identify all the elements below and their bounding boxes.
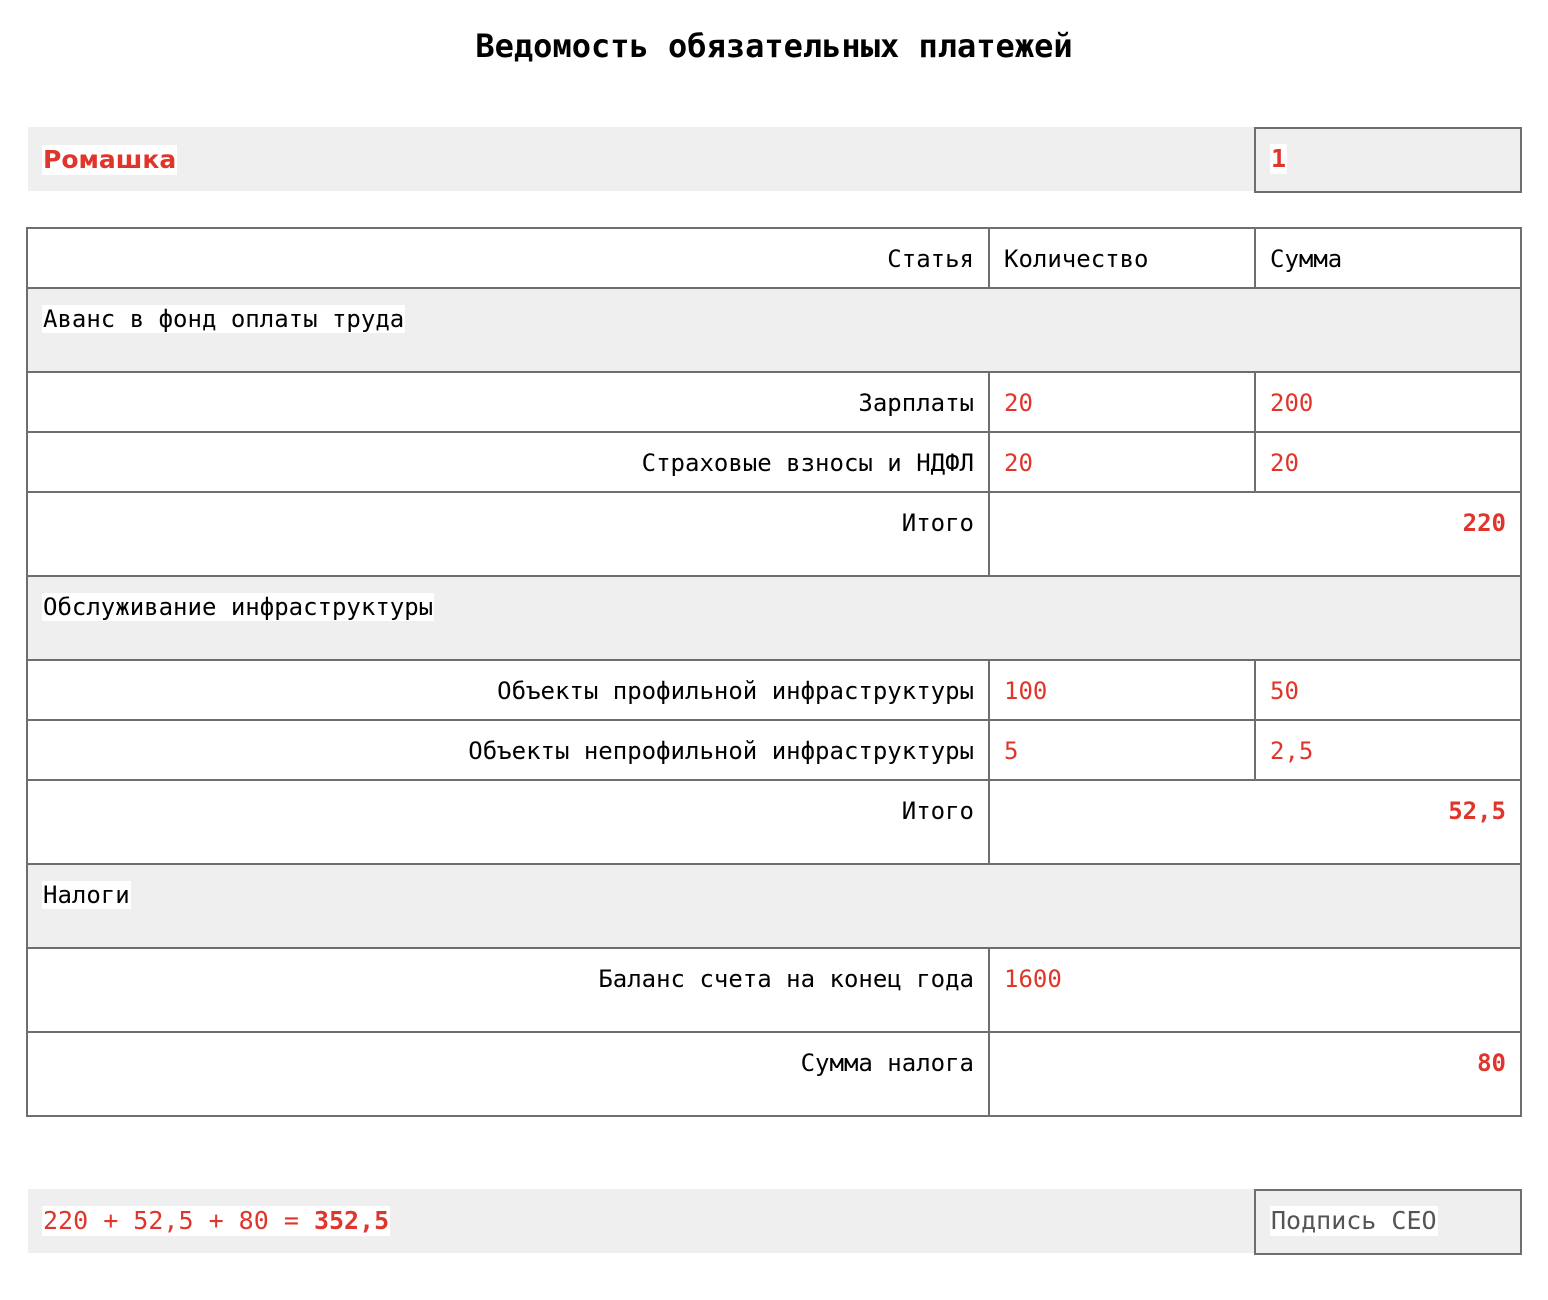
total-value: 52,5 [989,780,1521,864]
total-label: Итого [27,492,989,576]
total-value: 220 [989,492,1521,576]
article-cell: Баланс счета на конец года [27,948,989,1032]
total-label: Итого [27,780,989,864]
quantity-cell[interactable]: 20 [989,432,1255,492]
table-header-row [27,228,1521,288]
page-title: Ведомость обязательных платежей [475,27,1073,65]
column-header-quantity: Количество [989,228,1255,288]
number-field[interactable] [1254,127,1522,193]
section-title [27,576,1521,660]
amount-cell[interactable]: 200 [1255,372,1521,432]
balance-cell[interactable]: 1600 [989,948,1521,1032]
quantity-cell[interactable]: 100 [989,660,1255,720]
section-title-text: Налоги [43,881,130,909]
tax-value: 80 [989,1032,1521,1116]
total-row [27,780,1521,864]
table-row [27,660,1521,720]
quantity-cell[interactable]: 5 [989,720,1255,780]
amount-cell[interactable]: 20 [1255,432,1521,492]
section-title [27,288,1521,372]
total-row [27,492,1521,576]
signature-placeholder: Подпись CEO [1271,1206,1437,1235]
table-row [27,720,1521,780]
grand-total-formula [42,1206,390,1236]
section-title-text: Обслуживание инфраструктуры [43,593,434,621]
company-name: Ромашка [43,145,177,174]
table-row [27,432,1521,492]
document-number: 1 [1271,144,1287,173]
article-cell: Объекты непрофильной инфраструктуры [27,720,989,780]
company-field[interactable] [28,127,1254,191]
tax-label: Сумма налога [27,1032,989,1116]
footer-band [28,1189,1522,1253]
section-title-text: Аванс в фонд оплаты труда [43,305,405,333]
article-cell: Зарплаты [27,372,989,432]
section-row [27,288,1521,372]
section-row [27,864,1521,948]
quantity-cell[interactable]: 20 [989,372,1255,432]
article-cell: Страховые взносы и НДФЛ [27,432,989,492]
signature-field[interactable] [1254,1189,1522,1255]
table-row [27,372,1521,432]
payments-table [26,227,1522,1117]
column-header-article: Статья [27,228,989,288]
section-title [27,864,1521,948]
grand-total-value: 352,5 [313,1206,390,1235]
company-band [28,127,1522,191]
amount-cell[interactable]: 2,5 [1255,720,1521,780]
section-row [27,576,1521,660]
amount-cell[interactable]: 50 [1255,660,1521,720]
article-cell: Объекты профильной инфраструктуры [27,660,989,720]
total-row [27,1032,1521,1116]
formula-terms: 220 + 52,5 + 80 = [43,1206,314,1235]
column-header-amount: Сумма [1255,228,1521,288]
grand-total-field [28,1189,1254,1253]
table-row [27,948,1521,1032]
